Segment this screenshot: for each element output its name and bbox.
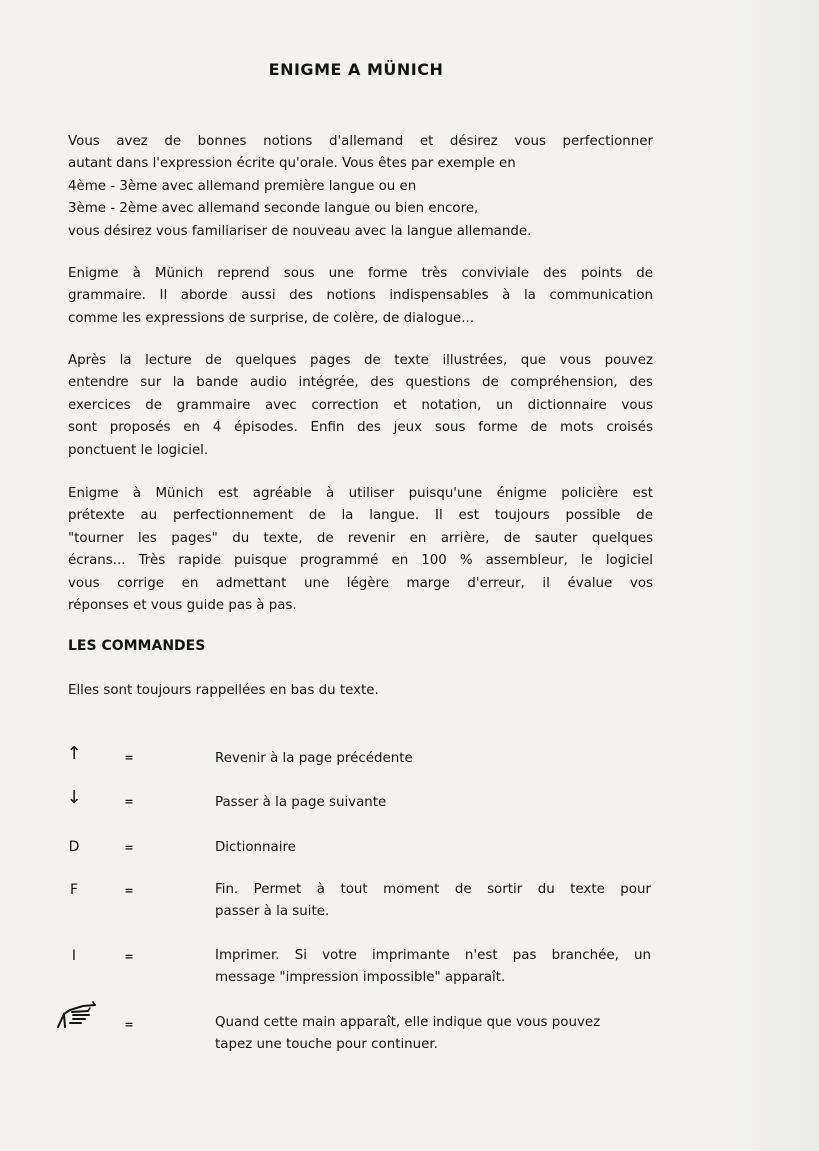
command-key: I bbox=[71, 948, 77, 964]
paragraph-features bbox=[68, 350, 653, 462]
commands-heading: LES COMMANDES bbox=[68, 638, 206, 654]
pointing-hand-icon bbox=[54, 1000, 100, 1034]
equals-sign: = bbox=[124, 841, 134, 854]
equals-sign: = bbox=[124, 884, 134, 897]
command-description bbox=[215, 879, 651, 924]
paragraph-usage bbox=[68, 483, 653, 617]
command-row-print bbox=[0, 944, 819, 1004]
document-title: ENIGME A MÜNICH bbox=[268, 60, 444, 79]
paragraph-intro bbox=[68, 131, 653, 243]
equals-sign: = bbox=[124, 751, 134, 764]
text-line: passer à la suite. bbox=[215, 904, 330, 920]
text-line: message "impression impossible" apparaît. bbox=[215, 970, 506, 986]
text-line: tapez une touche pour continuer. bbox=[215, 1037, 438, 1053]
text-line: Vous avez de bonnes notions d'allemand et désirez vous perfectionner bbox=[68, 134, 653, 149]
text-line: 4ème - 3ème avec allemand première langue ou en bbox=[68, 178, 417, 194]
command-description bbox=[215, 792, 651, 814]
equals-sign: = bbox=[124, 950, 134, 963]
text-line: ponctuent le logiciel. bbox=[68, 442, 209, 458]
command-description bbox=[215, 748, 651, 770]
text-line: Enigme à Münich est agréable à utiliser puisqu'une énigme policière est bbox=[68, 486, 653, 501]
command-row-end bbox=[0, 878, 819, 938]
text-line: écrans... Très rapide puisque programmé en 100 % assembleur, le logiciel bbox=[68, 553, 653, 569]
command-row-continue bbox=[0, 1000, 819, 1060]
equals-sign: = bbox=[124, 795, 134, 808]
text-line: réponses et vous guide pas à pas. bbox=[68, 598, 297, 614]
text-line: Dictionnaire bbox=[215, 840, 296, 855]
text-line: autant dans l'expression écrite qu'orale. Vous êtes par exemple en bbox=[68, 156, 516, 172]
text-line: Après la lecture de quelques pages de texte illustrées, que vous pouvez bbox=[68, 353, 653, 368]
text-line: Passer à la page suivante bbox=[215, 795, 387, 810]
text-line: grammaire. Il aborde aussi des notions indispensables à la communication bbox=[68, 288, 653, 304]
command-description bbox=[215, 837, 651, 859]
text-line: Quand cette main apparaît, elle indique que vous pouvez bbox=[215, 1015, 601, 1030]
command-description bbox=[215, 1012, 651, 1057]
text-line: 3ème - 2ème avec allemand seconde langue ou bien encore, bbox=[68, 201, 479, 217]
text-line: vous corrige en admettant une légère marge d'erreur, il évalue vos bbox=[68, 575, 653, 591]
text-line: vous désirez vous familiariser de nouveau avec la langue allemande. bbox=[68, 223, 532, 239]
command-key: F bbox=[69, 882, 79, 898]
text-line: comme les expressions de surprise, de colère, de dialogue... bbox=[68, 310, 475, 326]
text-line: "tourner les pages" du texte, de revenir en arrière, de sauter quelques bbox=[68, 530, 653, 546]
text-line: prétexte au perfectionnement de la langue. Il est toujours possible de bbox=[68, 508, 653, 524]
arrow-down-icon: ↓ bbox=[66, 787, 82, 808]
text-line: Imprimer. Si votre imprimante n'est pas branchée, un bbox=[215, 948, 651, 963]
text-line: exercices de grammaire avec correction et notation, un dictionnaire vous bbox=[68, 397, 653, 413]
equals-sign: = bbox=[124, 1018, 134, 1031]
text-line: Revenir à la page précédente bbox=[215, 751, 413, 766]
paragraph-content bbox=[68, 263, 653, 330]
arrow-up-icon: ↑ bbox=[66, 743, 82, 764]
commands-intro: Elles sont toujours rappellées en bas du texte. bbox=[68, 683, 379, 698]
text-line: Enigme à Münich reprend sous une forme très conviviale des points de bbox=[68, 266, 653, 281]
command-description bbox=[215, 945, 651, 990]
text-line: Fin. Permet à tout moment de sortir du texte pour bbox=[215, 882, 651, 897]
text-line: sont proposés en 4 épisodes. Enfin des jeux sous forme de mots croisés bbox=[68, 420, 653, 436]
text-line: entendre sur la bande audio intégrée, des questions de compréhension, des bbox=[68, 375, 653, 391]
command-key: D bbox=[68, 839, 80, 855]
